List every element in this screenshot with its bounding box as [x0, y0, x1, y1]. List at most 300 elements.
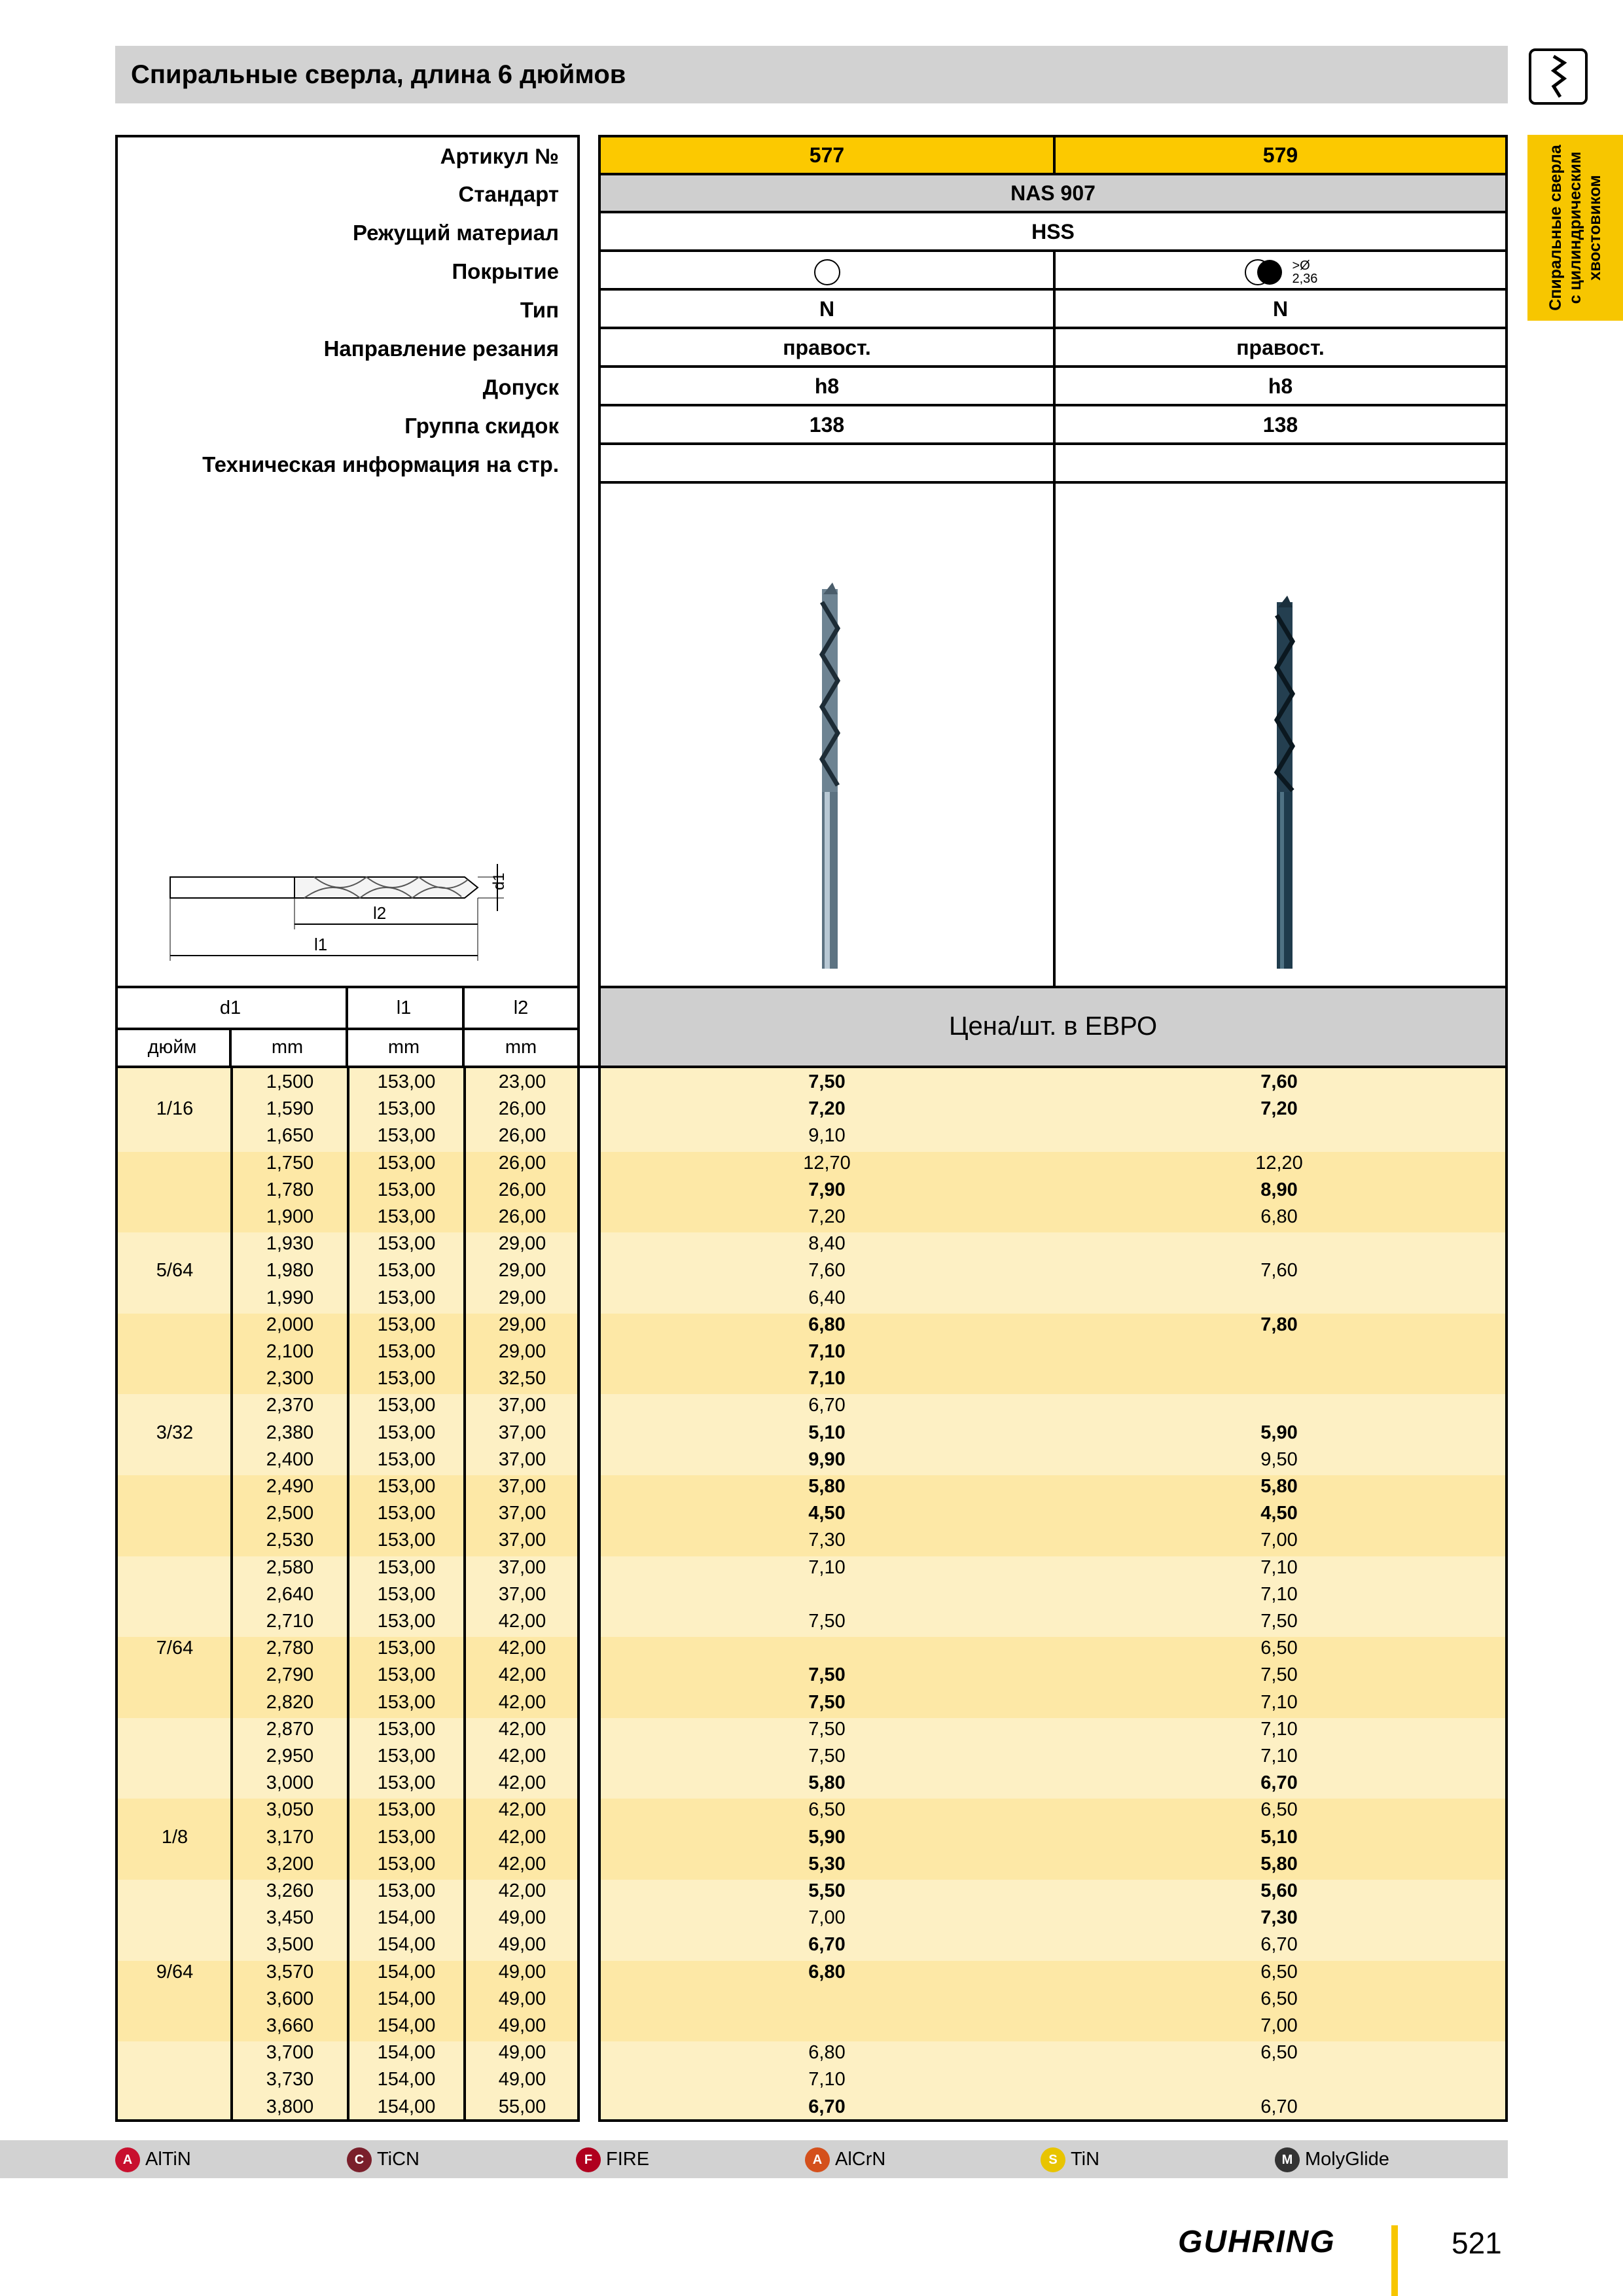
- cell-l2: 23,00: [498, 1071, 546, 1092]
- cell-inch: [118, 1662, 232, 1689]
- cell-d: 2,100: [266, 1341, 314, 1362]
- cell-l1: 153,00: [377, 1395, 436, 1416]
- cell-l1: 153,00: [377, 1206, 436, 1227]
- price-header-label: Цена/шт. в ЕВРО: [948, 1012, 1158, 1041]
- cell-l1: 153,00: [377, 1098, 436, 1120]
- coating-badge-icon: A: [115, 2147, 140, 2172]
- cell-l1: 153,00: [377, 1718, 436, 1740]
- cell-d: 3,800: [266, 2096, 314, 2117]
- cell-inch: [118, 1365, 232, 1392]
- cell-d: 1,780: [266, 1179, 314, 1200]
- cell-d: 2,580: [266, 1556, 314, 1578]
- discount-577: 138: [809, 413, 845, 437]
- cell-l2: 49,00: [498, 1907, 546, 1929]
- cell-d: 2,710: [266, 1611, 314, 1632]
- cell-d: 2,780: [266, 1638, 314, 1659]
- cell-l2: 26,00: [498, 1206, 546, 1227]
- title-bar: [115, 46, 1508, 103]
- cell-inch: [118, 1338, 232, 1365]
- legend-label: TiN: [1071, 2149, 1100, 2170]
- diagram-label-l2: l2: [373, 903, 387, 923]
- price-cell-577: [601, 1635, 1053, 1662]
- cell-l1: 153,00: [377, 1260, 436, 1282]
- cell-l2: 49,00: [498, 2069, 546, 2090]
- cell-inch: [118, 2066, 232, 2093]
- price-cell-577: 7,60: [808, 1260, 846, 1282]
- cell-inch: [118, 1122, 232, 1149]
- price-cell-577: 7,50: [808, 1071, 846, 1092]
- cell-l2: 37,00: [498, 1556, 546, 1578]
- legend-label: FIRE: [606, 2149, 650, 2170]
- cell-l2: 49,00: [498, 1934, 546, 1956]
- col-head-mm-l2: mm: [505, 1037, 537, 1058]
- cell-inch: 1/8: [161, 1826, 188, 1848]
- cell-l2: 37,00: [498, 1503, 546, 1524]
- dimension-column-headers: [115, 988, 580, 1068]
- cell-inch: 7/64: [156, 1638, 194, 1659]
- spec-label: Покрытие: [452, 259, 559, 283]
- cell-inch: [118, 1473, 232, 1500]
- cell-l1: 154,00: [377, 1907, 436, 1929]
- cell-d: 2,400: [266, 1448, 314, 1470]
- price-table: [598, 1068, 1508, 2122]
- price-cell-579: 7,10: [1260, 1556, 1298, 1578]
- cell-inch: 5/64: [156, 1260, 194, 1282]
- cell-l2: 29,00: [498, 1233, 546, 1255]
- spec-label: Стандарт: [458, 182, 559, 206]
- coating-badge-icon: M: [1275, 2147, 1300, 2172]
- price-cell-577: 7,50: [808, 1718, 846, 1740]
- price-cell-577: 7,10: [808, 2069, 846, 2090]
- tolerance-579: h8: [1268, 374, 1293, 398]
- price-cell-579: [1053, 1230, 1505, 1257]
- cell-d: 2,490: [266, 1476, 314, 1497]
- cell-inch: [118, 1581, 232, 1608]
- cell-d: 3,000: [266, 1772, 314, 1794]
- price-cell-577: 9,90: [808, 1448, 846, 1470]
- price-cell-579: 7,20: [1260, 1098, 1298, 1120]
- legend-label: MolyGlide: [1305, 2149, 1389, 2170]
- cell-d: 3,260: [266, 1880, 314, 1901]
- cell-d: 3,660: [266, 2015, 314, 2036]
- cell-d: 1,990: [266, 1287, 314, 1308]
- price-cell-579: 6,50: [1260, 1799, 1298, 1821]
- cell-l1: 154,00: [377, 1988, 436, 2009]
- cell-inch: 9/64: [156, 1961, 194, 1982]
- coating-579: [1056, 253, 1505, 288]
- cell-l2: 37,00: [498, 1476, 546, 1497]
- price-cell-579: 7,00: [1260, 2015, 1298, 2036]
- price-cell-579: 5,80: [1260, 1476, 1298, 1497]
- price-cell-579: 8,90: [1260, 1179, 1298, 1200]
- material-value: HSS: [1031, 220, 1075, 243]
- cell-inch: [118, 1392, 232, 1419]
- cell-l1: 153,00: [377, 1880, 436, 1901]
- price-cell-577: 9,10: [808, 1125, 846, 1147]
- price-cell-577: 5,10: [808, 1422, 846, 1443]
- cell-inch: [118, 1150, 232, 1177]
- cell-l2: 49,00: [498, 2015, 546, 2036]
- cell-d: 3,050: [266, 1799, 314, 1821]
- cell-inch: [118, 1743, 232, 1770]
- cell-d: 2,380: [266, 1422, 314, 1443]
- price-cell-577: 7,00: [808, 1907, 846, 1929]
- cell-l2: 26,00: [498, 1125, 546, 1147]
- price-cell-579: [1053, 1392, 1505, 1419]
- legend-label: AlCrN: [835, 2149, 886, 2170]
- drill-dimension-diagram: [164, 851, 530, 975]
- price-cell-579: 7,50: [1260, 1664, 1298, 1686]
- cell-d: 2,300: [266, 1368, 314, 1390]
- diagram-label-d1: d1: [490, 872, 508, 890]
- drill-category-icon: [1527, 47, 1589, 106]
- price-cell-579: 6,50: [1260, 1961, 1298, 1982]
- cell-inch: [118, 1931, 232, 1958]
- cell-l2: 42,00: [498, 1826, 546, 1848]
- cell-inch: [118, 1204, 232, 1230]
- price-cell-577: 7,20: [808, 1206, 846, 1227]
- coating-577: [601, 253, 1053, 288]
- cell-inch: [118, 1986, 232, 2013]
- cell-l2: 26,00: [498, 1179, 546, 1200]
- cell-inch: [118, 1797, 232, 1823]
- dimension-table: [115, 1068, 580, 2122]
- cell-l1: 154,00: [377, 2069, 436, 2090]
- cell-d: 3,730: [266, 2069, 314, 2090]
- col-head-mm-d1: mm: [271, 1037, 304, 1058]
- tolerance-577: h8: [814, 374, 840, 398]
- cell-d: 2,790: [266, 1664, 314, 1686]
- cell-l2: 42,00: [498, 1691, 546, 1713]
- standard-value: NAS 907: [601, 175, 1505, 211]
- spec-values-box: [598, 135, 1508, 988]
- cell-l1: 153,00: [377, 1314, 436, 1335]
- cell-d: 1,930: [266, 1233, 314, 1255]
- coating-badge-icon: S: [1041, 2147, 1065, 2172]
- price-cell-577: 7,50: [808, 1664, 846, 1686]
- cell-inch: [118, 1312, 232, 1338]
- cell-inch: [118, 2013, 232, 2039]
- price-cell-577: 7,10: [808, 1368, 846, 1390]
- price-cell-577: 4,50: [808, 1503, 846, 1524]
- diagram-label-l1: l1: [314, 935, 328, 954]
- col-head-l2: l2: [513, 997, 529, 1018]
- price-cell-579: 7,60: [1260, 1260, 1298, 1282]
- type-579: N: [1272, 297, 1289, 321]
- cell-l2: 29,00: [498, 1287, 546, 1308]
- article-579[interactable]: 579: [1056, 137, 1505, 173]
- cell-l2: 37,00: [498, 1583, 546, 1605]
- price-cell-577: 7,50: [808, 1746, 846, 1767]
- spec-label: Направление резания: [323, 336, 559, 361]
- price-cell-579: 5,90: [1260, 1422, 1298, 1443]
- direction-579: правост.: [1236, 336, 1325, 359]
- price-cell-577: 7,10: [808, 1341, 846, 1362]
- cell-l2: 37,00: [498, 1395, 546, 1416]
- cell-d: 1,500: [266, 1071, 314, 1092]
- cell-inch: [118, 1905, 232, 1931]
- article-577[interactable]: 577: [601, 137, 1053, 173]
- price-cell-579: 6,50: [1260, 1638, 1298, 1659]
- coating-legend: [0, 2140, 1508, 2178]
- cell-inch: 1/16: [156, 1098, 194, 1120]
- spec-label: Режущий материал: [352, 221, 559, 245]
- cell-l2: 42,00: [498, 1772, 546, 1794]
- price-cell-579: 4,50: [1260, 1503, 1298, 1524]
- price-cell-577: 12,70: [803, 1152, 851, 1174]
- price-cell-577: 7,50: [808, 1691, 846, 1713]
- cell-l2: 42,00: [498, 1853, 546, 1874]
- price-cell-577: [601, 1581, 1053, 1608]
- cell-l1: 153,00: [377, 1772, 436, 1794]
- cell-d: 2,820: [266, 1691, 314, 1713]
- price-cell-577: 6,50: [808, 1799, 846, 1821]
- cell-l1: 154,00: [377, 2015, 436, 2036]
- price-cell-579: 7,60: [1260, 1071, 1298, 1092]
- price-cell-577: 7,20: [808, 1098, 846, 1120]
- price-cell-577: 5,90: [808, 1826, 846, 1848]
- section-side-tab[interactable]: [1527, 135, 1623, 321]
- price-cell-579: 5,10: [1260, 1826, 1298, 1848]
- cell-inch: [118, 1527, 232, 1554]
- cell-inch: [118, 1716, 232, 1743]
- page-title: Спиральные сверла, длина 6 дюймов: [131, 60, 626, 89]
- price-cell-577: 6,70: [808, 2096, 846, 2117]
- cell-l1: 153,00: [377, 1179, 436, 1200]
- cell-inch: [118, 1770, 232, 1797]
- price-cell-577: 6,80: [808, 1314, 846, 1335]
- legend-item: [805, 2145, 885, 2173]
- cell-d: 3,600: [266, 1988, 314, 2009]
- cell-l2: 49,00: [498, 1988, 546, 2009]
- cell-inch: [118, 1554, 232, 1581]
- cell-l2: 29,00: [498, 1260, 546, 1282]
- cell-l1: 153,00: [377, 1826, 436, 1848]
- spec-label: Группа скидок: [404, 414, 559, 438]
- col-head-mm-l1: mm: [387, 1037, 420, 1058]
- cell-inch: [118, 1069, 232, 1096]
- cell-l1: 154,00: [377, 2042, 436, 2064]
- cell-l2: 42,00: [498, 1799, 546, 1821]
- price-cell-579: 7,50: [1260, 1611, 1298, 1632]
- price-cell-579: 6,50: [1260, 2042, 1298, 2064]
- price-cell-579: 6,70: [1260, 1934, 1298, 1956]
- cell-inch: [118, 1878, 232, 1905]
- price-cell-579: 6,70: [1260, 2096, 1298, 2117]
- price-cell-579: 6,70: [1260, 1772, 1298, 1794]
- cell-l2: 37,00: [498, 1530, 546, 1551]
- cell-d: 3,170: [266, 1826, 314, 1848]
- cell-d: 1,750: [266, 1152, 314, 1174]
- cell-l1: 153,00: [377, 1071, 436, 1092]
- price-cell-577: [601, 2013, 1053, 2039]
- cell-d: 2,870: [266, 1718, 314, 1740]
- coating-badge-icon: F: [576, 2147, 601, 2172]
- cell-d: 2,530: [266, 1530, 314, 1551]
- legend-item: [347, 2145, 419, 2173]
- cell-l1: 153,00: [377, 1746, 436, 1767]
- cell-l2: 42,00: [498, 1880, 546, 1901]
- cell-inch: [118, 1851, 232, 1878]
- discount-579: 138: [1262, 413, 1298, 437]
- brand-logo: GUHRING: [1178, 2225, 1336, 2259]
- cell-l2: 42,00: [498, 1611, 546, 1632]
- cell-l2: 49,00: [498, 2042, 546, 2064]
- price-cell-579: 12,20: [1255, 1152, 1303, 1174]
- cell-l1: 153,00: [377, 1448, 436, 1470]
- cell-l2: 49,00: [498, 1961, 546, 1982]
- cell-d: 2,950: [266, 1746, 314, 1767]
- cell-l1: 153,00: [377, 1368, 436, 1390]
- col-head-d1: d1: [219, 997, 241, 1018]
- cell-l1: 153,00: [377, 1152, 436, 1174]
- price-cell-579: [1053, 2066, 1505, 2093]
- price-cell-577: 6,80: [808, 2042, 846, 2064]
- brand-divider: [1391, 2225, 1398, 2296]
- price-cell-579: 5,80: [1260, 1853, 1298, 1874]
- cell-inch: [118, 1177, 232, 1204]
- col-head-inch: дюйм: [147, 1037, 197, 1058]
- price-cell-579: 7,30: [1260, 1907, 1298, 1929]
- cell-l2: 26,00: [498, 1098, 546, 1120]
- section-side-tab-label: Спиральные сверла с цилиндрическим хвостовиком: [1546, 145, 1604, 311]
- cell-l1: 153,00: [377, 1638, 436, 1659]
- direction-577: правост.: [783, 336, 871, 359]
- cell-l1: 154,00: [377, 2096, 436, 2117]
- cell-inch: [118, 2039, 232, 2066]
- cell-d: 3,570: [266, 1961, 314, 1982]
- price-cell-579: [1053, 1338, 1505, 1365]
- steam-treated-coating-icon: [1243, 258, 1287, 287]
- price-cell-577: 7,10: [808, 1556, 846, 1578]
- spec-label: Техническая информация на стр.: [202, 452, 559, 476]
- cell-inch: [118, 1285, 232, 1312]
- price-cell-579: 6,50: [1260, 1988, 1298, 2009]
- cell-l2: 42,00: [498, 1746, 546, 1767]
- cell-l1: 153,00: [377, 1341, 436, 1362]
- price-cell-577: 8,40: [808, 1233, 846, 1255]
- cell-l1: 153,00: [377, 1125, 436, 1147]
- cell-l1: 154,00: [377, 1961, 436, 1982]
- legend-item: [1275, 2145, 1389, 2173]
- cell-inch: [118, 1689, 232, 1716]
- price-cell-577: 6,40: [808, 1287, 846, 1308]
- price-cell-577: 6,70: [808, 1395, 846, 1416]
- cell-d: 1,650: [266, 1125, 314, 1147]
- price-cell-579: 7,00: [1260, 1530, 1298, 1551]
- cell-l2: 29,00: [498, 1341, 546, 1362]
- cell-l1: 153,00: [377, 1611, 436, 1632]
- price-cell-577: 5,80: [808, 1772, 846, 1794]
- cell-d: 1,900: [266, 1206, 314, 1227]
- type-577: N: [819, 297, 835, 321]
- cell-l1: 153,00: [377, 1503, 436, 1524]
- legend-label: AlTiN: [145, 2149, 191, 2170]
- cell-l1: 153,00: [377, 1556, 436, 1578]
- drill-image-577: [804, 583, 856, 975]
- cell-l1: 153,00: [377, 1799, 436, 1821]
- cell-inch: [118, 1446, 232, 1473]
- page-number: 521: [1452, 2226, 1502, 2260]
- coating-badge-icon: A: [805, 2147, 830, 2172]
- cell-l1: 153,00: [377, 1853, 436, 1874]
- price-cell-579: 7,10: [1260, 1746, 1298, 1767]
- cell-l1: 153,00: [377, 1233, 436, 1255]
- price-cell-577: 6,80: [808, 1961, 846, 1982]
- price-cell-579: 6,80: [1260, 1206, 1298, 1227]
- cell-l1: 153,00: [377, 1530, 436, 1551]
- price-cell-579: 7,10: [1260, 1583, 1298, 1605]
- price-cell-577: 7,30: [808, 1530, 846, 1551]
- cell-d: 1,980: [266, 1260, 314, 1282]
- cell-l2: 42,00: [498, 1718, 546, 1740]
- cell-l2: 42,00: [498, 1638, 546, 1659]
- spec-labels-box: [115, 135, 580, 988]
- price-cell-579: 7,10: [1260, 1691, 1298, 1713]
- price-cell-579: 5,60: [1260, 1880, 1298, 1901]
- price-column-header: [598, 988, 1508, 1068]
- cell-d: 3,500: [266, 1934, 314, 1956]
- drill-image-579: [1258, 596, 1311, 975]
- cell-l2: 26,00: [498, 1152, 546, 1174]
- cell-d: 1,590: [266, 1098, 314, 1120]
- price-cell-577: 5,80: [808, 1476, 846, 1497]
- legend-item: [1041, 2145, 1099, 2173]
- cell-inch: [118, 2094, 232, 2121]
- cell-l1: 154,00: [377, 1934, 436, 1956]
- cell-l2: 42,00: [498, 1664, 546, 1686]
- cell-d: 2,370: [266, 1395, 314, 1416]
- cell-l1: 153,00: [377, 1476, 436, 1497]
- cell-d: 3,700: [266, 2042, 314, 2064]
- cell-d: 2,000: [266, 1314, 314, 1335]
- cell-l1: 153,00: [377, 1422, 436, 1443]
- spec-label: Допуск: [482, 375, 559, 399]
- coating-note-bottom: 2,36: [1292, 271, 1318, 286]
- legend-item: [576, 2145, 649, 2173]
- cell-l2: 37,00: [498, 1448, 546, 1470]
- price-cell-577: 7,50: [808, 1611, 846, 1632]
- coating-badge-icon: C: [347, 2147, 372, 2172]
- price-cell-579: [1053, 1285, 1505, 1312]
- legend-label: TiCN: [377, 2149, 419, 2170]
- price-cell-577: 6,70: [808, 1934, 846, 1956]
- legend-item: [115, 2145, 191, 2173]
- cell-inch: [118, 1500, 232, 1527]
- cell-d: 3,200: [266, 1853, 314, 1874]
- cell-inch: [118, 1230, 232, 1257]
- uncoated-circle-icon: [813, 258, 842, 287]
- price-cell-579: 9,50: [1260, 1448, 1298, 1470]
- price-cell-579: 7,80: [1260, 1314, 1298, 1335]
- cell-l1: 153,00: [377, 1691, 436, 1713]
- price-cell-577: 5,50: [808, 1880, 846, 1901]
- cell-l1: 153,00: [377, 1664, 436, 1686]
- col-head-l1: l1: [396, 997, 412, 1018]
- cell-l2: 32,50: [498, 1368, 546, 1390]
- spec-label: Тип: [520, 298, 559, 322]
- cell-inch: 3/32: [156, 1422, 194, 1443]
- price-cell-579: [1053, 1122, 1505, 1149]
- cell-l2: 55,00: [498, 2096, 546, 2117]
- price-cell-579: [1053, 1365, 1505, 1392]
- price-cell-577: 7,90: [808, 1179, 846, 1200]
- cell-l1: 153,00: [377, 1583, 436, 1605]
- coating-note-top: >Ø: [1292, 258, 1310, 273]
- price-cell-577: 5,30: [808, 1853, 846, 1874]
- cell-d: 2,640: [266, 1583, 314, 1605]
- price-cell-577: [601, 1986, 1053, 2013]
